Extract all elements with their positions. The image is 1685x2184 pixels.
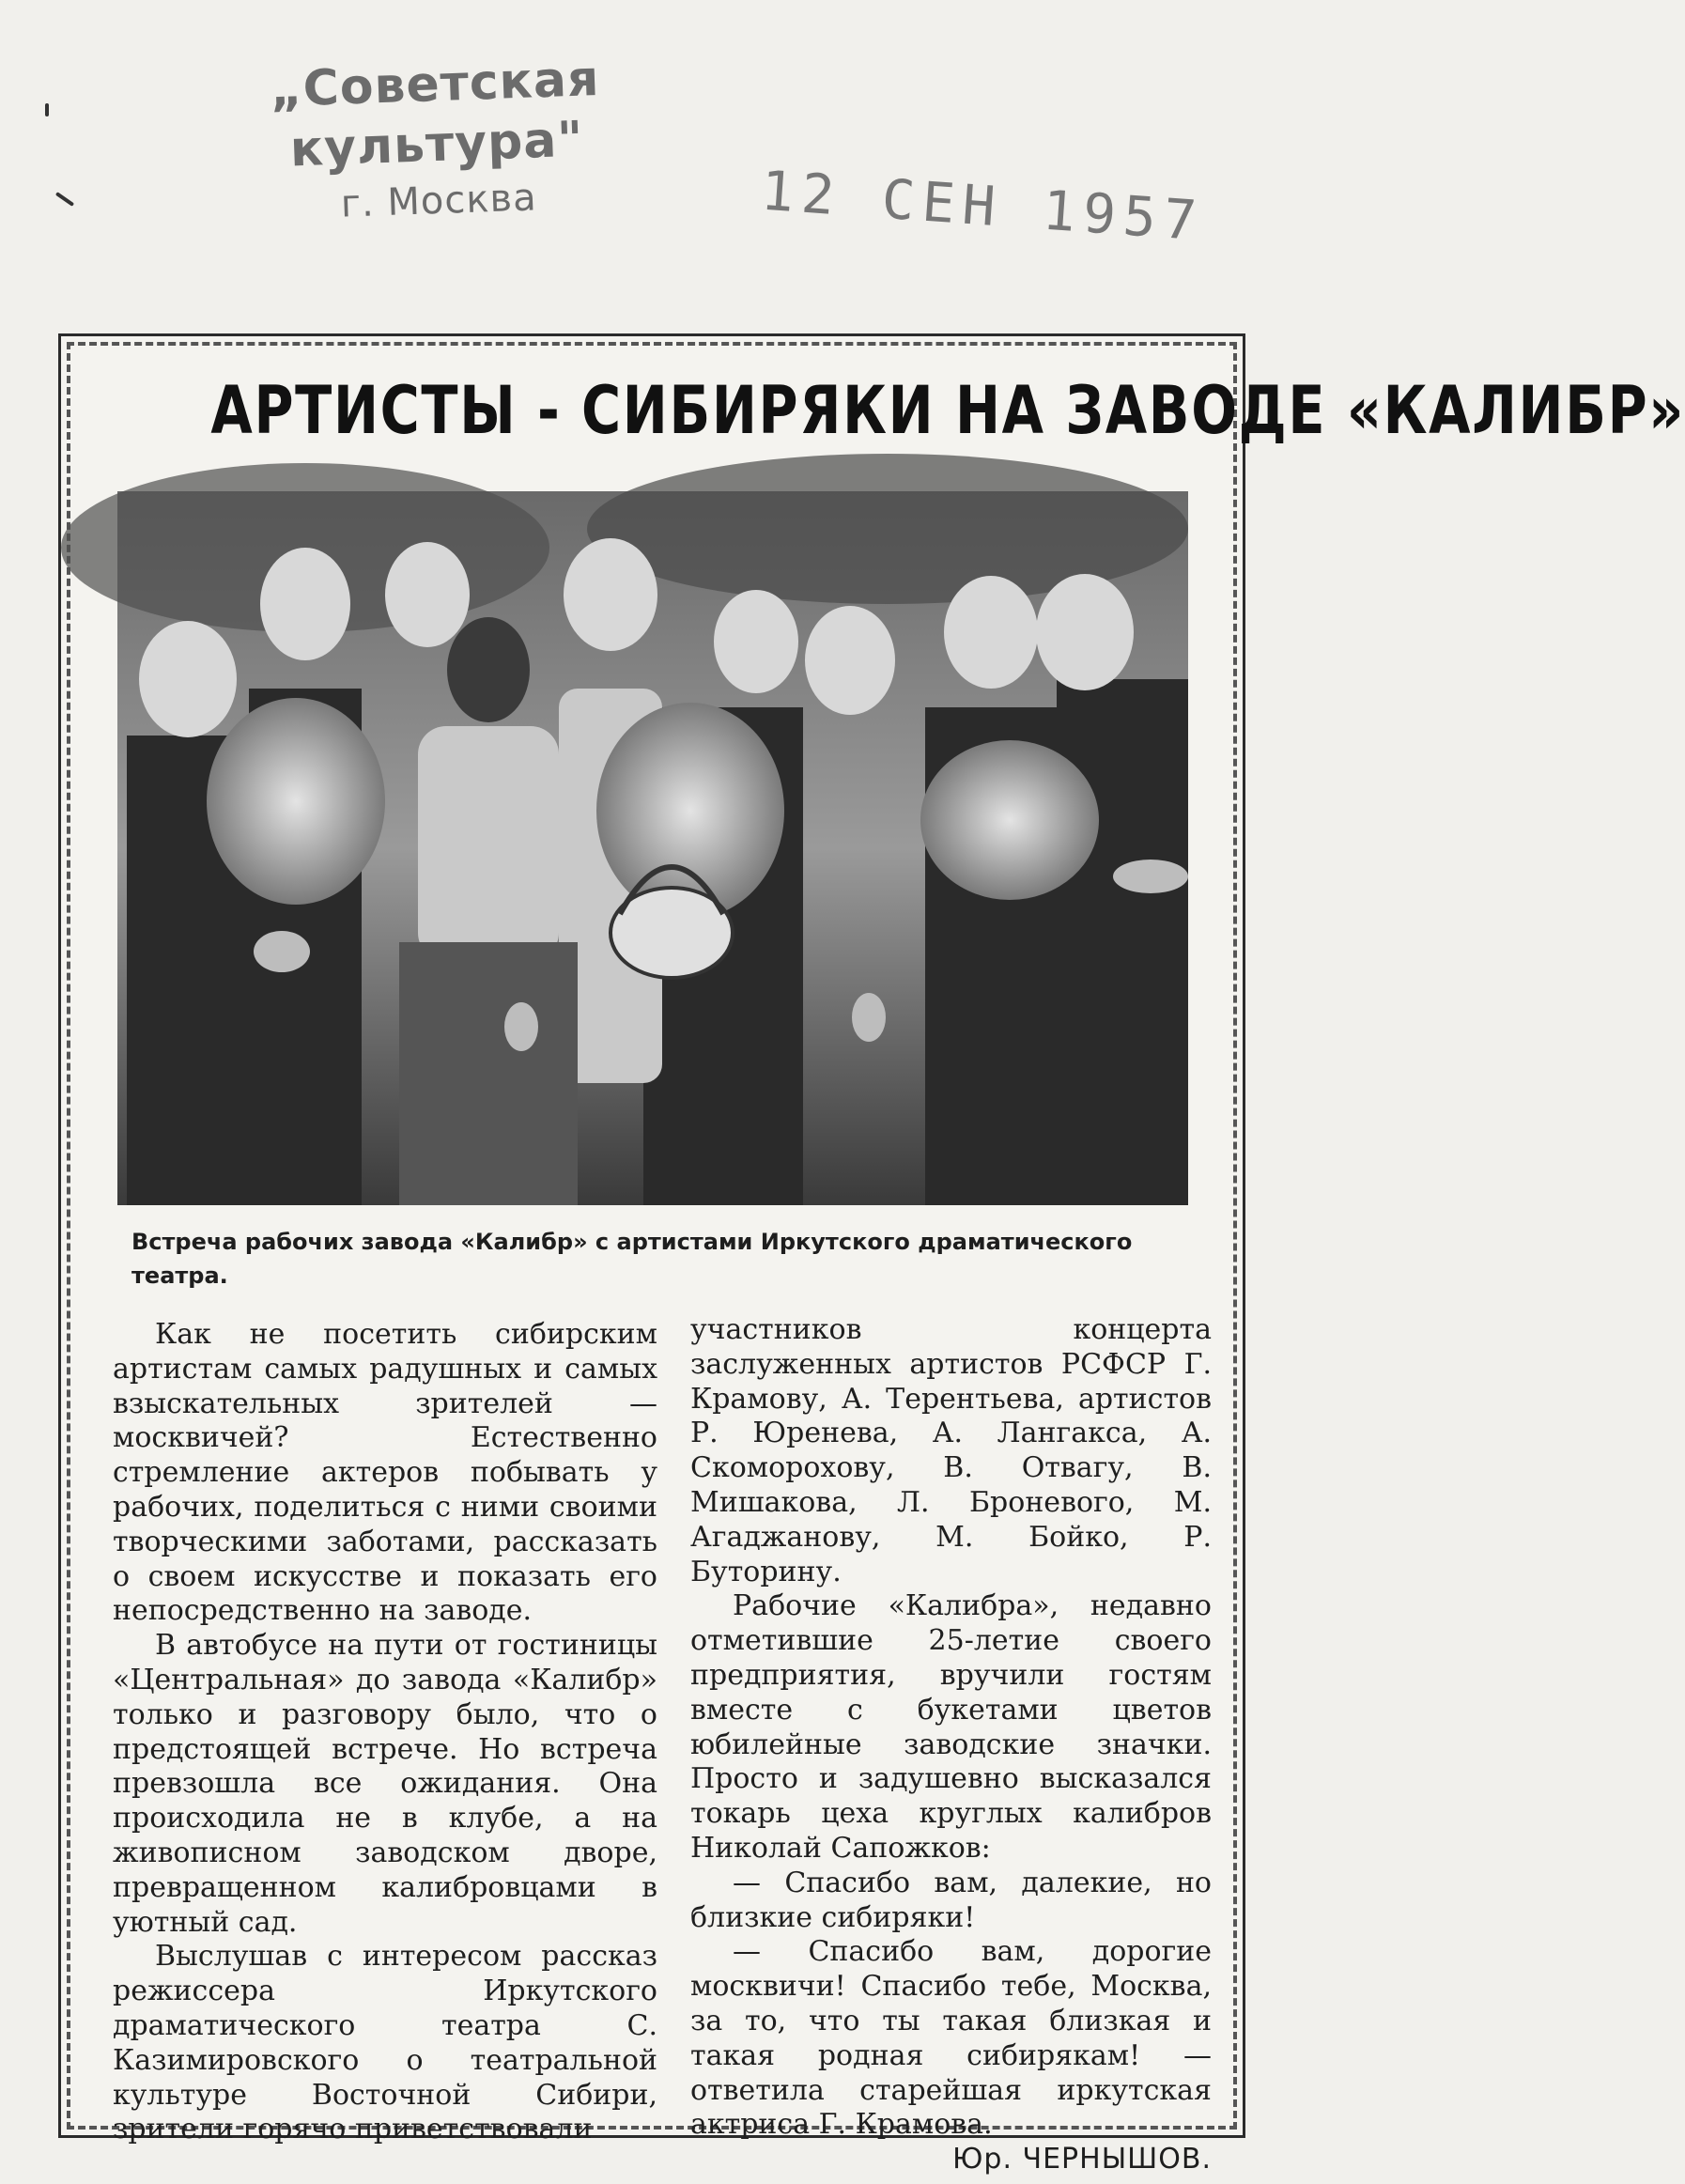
photo-illustration: [117, 491, 1188, 1205]
photo-caption: Встреча рабочих завода «Калибр» с артистами Иркутского драматического театра.: [131, 1229, 1133, 1289]
stamp-city: г. Москва: [340, 176, 538, 226]
article-photo: [117, 491, 1188, 1205]
scan-speck: [55, 192, 74, 207]
paragraph: В автобусе на пути от гостиницы «Центральная» до завода «Калибр» только и разговору было, что о предстоящей встрече. Но встреча превзошла все ожидания. Она происходила не в клубе, а на живописном заводском дворе, превращенном калибровцами в уютный сад.: [113, 1629, 657, 1939]
author-signature: Юр. ЧЕРНЫШОВ.: [952, 2143, 1212, 2176]
date-stamp: 12 СЕН 1957: [759, 158, 1206, 254]
newspaper-name: „Советская культура": [269, 50, 601, 178]
paragraph-continuation: участников концерта заслуженных артистов РСФСР Г. Крамову, А. Терентьева, артистов Р. Юренева, А. Лангакса, А. Скоморохову, В. Отвагу, В. Мишакова, Л. Броневого, М. Агаджанову, М. Бойко, Р. Буторину.: [690, 1313, 1212, 1588]
scan-speck: [45, 103, 49, 116]
paragraph: Выслушав с интересом рассказ режиссера Иркутского драматического театра С. Казимировского о театральной культуре Восточной Сибири, зрители горячо приветствовали: [113, 1940, 657, 2146]
article-column-left: [113, 1318, 657, 2147]
paragraph: Как не посетить сибирским артистам самых радушных и самых взыскательных зрителей — москвичей? Естественно стремление актеров побывать у рабочих, поделиться с ними своими творческими заботами, рассказать о своем искусстве и показать его непосредственно на заводе.: [113, 1318, 657, 1628]
paragraph: — Спасибо вам, дорогие москвичи! Спасибо тебе, Москва, за то, что ты такая близкая и такая родная сибирякам! — ответила старейшая иркутская актриса Г. Крамова.: [690, 1935, 1212, 2142]
article-column-right: [690, 1313, 1212, 2177]
article-headline: АРТИСТЫ - СИБИРЯКИ НА ЗАВОДЕ «КАЛИБР»: [210, 372, 1685, 449]
paragraph: Рабочие «Калибра», недавно отметившие 25-летие своего предприятия, вручили гостям вместе с букетами цветов юбилейные заводские значки. Просто и задушевно высказался токарь цеха круглых калибров Николай Сапожков:: [690, 1589, 1212, 1865]
archive-stamp: [180, 46, 693, 237]
newspaper-clipping: [58, 333, 1685, 2176]
paragraph: — Спасибо вам, далекие, но близкие сибиряки!: [690, 1866, 1212, 1934]
